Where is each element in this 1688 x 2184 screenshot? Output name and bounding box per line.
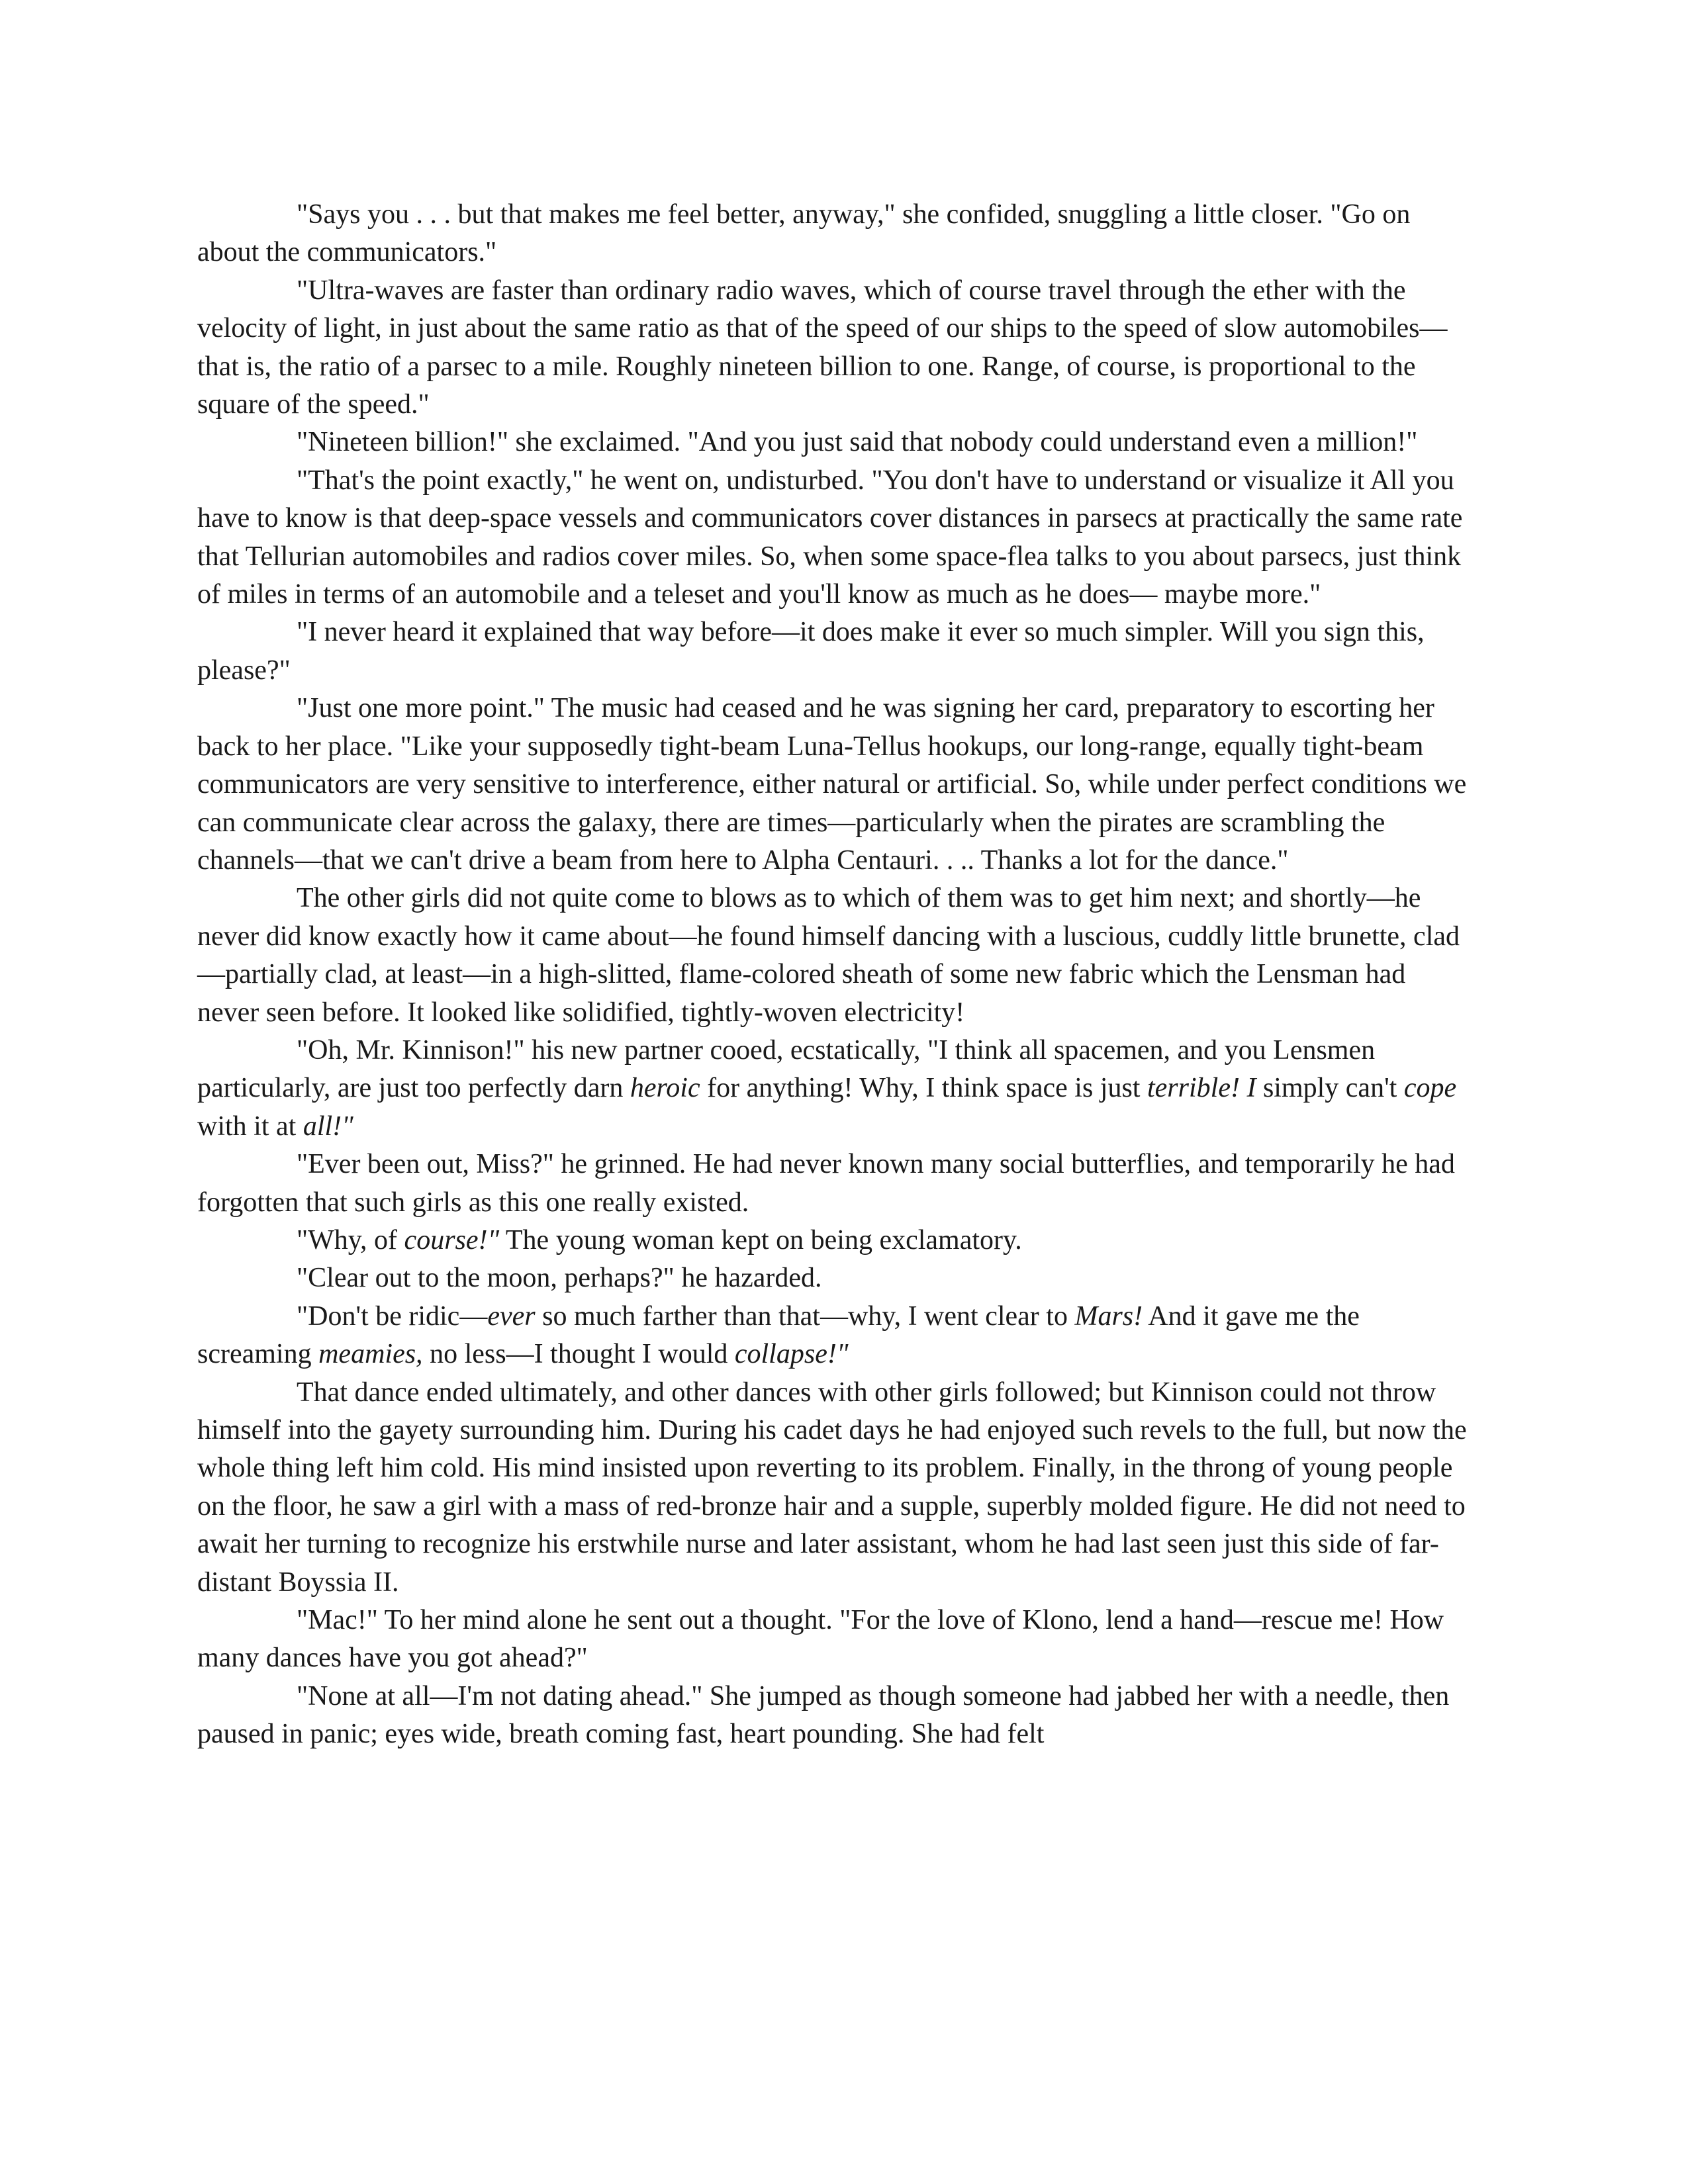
text-run: for anything! Why, I think space is just [700,1073,1147,1104]
text-run: That dance ended ultimately, and other dances with other girls followed; but Kinnison could not throw himself into the gayety surrounding him. During his cadet days he had enjoyed such revels to the full, but now the whole thing left him cold. His mind insisted upon reverting to its problem. Finally, in the throng of young people on the floor, he saw a girl with a mass of red-bronze hair and a supple, superbly molded figure. He did not need to await her turning to recognize his erstwhile nurse and later assistant, whom he had last seen just this side of far-distant Boyssia II. [197,1377,1467,1598]
text-run: "Nineteen billion!" she exclaimed. "And you just said that nobody could understand even a million!" [297,427,1418,458]
text-run: "Says you . . . but that makes me feel better, anyway," she confided, snuggling a little closer. "Go on about the communicators." [197,199,1411,268]
text-run: And it gave me the screaming [197,1300,1360,1370]
italic-text: ever [487,1300,536,1332]
text-run: with it at [197,1111,303,1142]
text-run: "Clear out to the moon, perhaps?" he hazarded. [297,1263,822,1294]
paragraph [197,1222,1468,1259]
italic-text: course!" [404,1224,500,1255]
italic-text: collapse!" [734,1339,849,1370]
text-run: "Don't be ridic— [297,1300,488,1332]
text-run: The other girls did not quite come to blows as to which of them was to get him next; and shortly—he never did know exactly how it came about—he found himself dancing with a luscious, cuddly little brunette, clad—partially clad, at least—in a high-slitted, flame-colored sheath of some new fabric which the Lensman had never seen before. It looked like solidified, tightly-woven electricity! [197,883,1460,1028]
paragraph [197,614,1468,690]
paragraph [197,272,1468,424]
text-run: "Ultra-waves are faster than ordinary radio waves, which of course travel through the ether with the velocity of light, in just about the same ratio as that of the speed of our ships to the speed of slow automobiles—that is, the ratio of a parsec to a mile. Roughly nineteen billion to one. Range, of course, is proportional to the square of the speed." [197,275,1448,420]
text-run: "None at all—I'm not dating ahead." She jumped as though someone had jabbed her with a needle, then paused in panic; eyes wide, breath coming fast, heart pounding. She had felt [197,1680,1450,1750]
text-run: "Why, of [297,1224,404,1255]
italic-text: terrible! I [1147,1073,1256,1104]
paragraph [197,1146,1468,1222]
paragraph [197,196,1468,272]
italic-text: cope [1403,1073,1457,1104]
paragraph [197,880,1468,1032]
paragraph [197,1602,1468,1678]
text-run: no less—I thought I would [422,1339,735,1370]
text-run: simply can't [1256,1073,1404,1104]
paragraph [197,462,1468,614]
italic-text: all!" [303,1111,353,1142]
italic-text: heroic [630,1073,700,1104]
body-text [197,196,1468,1754]
text-run: "Oh, Mr. Kinnison!" his new partner cooed, ecstatically, "I think all spacemen, and you Lensmen particularly, are just too perfectly darn [197,1034,1376,1104]
paragraph [197,1374,1468,1602]
paragraph [197,1678,1468,1754]
text-run: "I never heard it explained that way before—it does make it ever so much simpler. Will you sign this, please?" [197,617,1425,686]
text-run: "Mac!" To her mind alone he sent out a thought. "For the love of Klono, lend a hand—rescue me! How many dances have you got ahead?" [197,1605,1444,1674]
text-run: so much farther than that—why, I went clear to [535,1300,1075,1332]
paragraph [197,1032,1468,1146]
paragraph [197,1298,1468,1374]
paragraph [197,424,1468,461]
paragraph [197,690,1468,880]
text-run: "Just one more point." The music had ceased and he was signing her card, preparatory to escorting her back to her place. "Like your supposedly tight-beam Luna-Tellus hookups, our long-range, equally tight-beam communicators are very sensitive to interference, either natural or artificial. So, while under perfect conditions we can communicate clear across the galaxy, there are times—particularly when the pirates are scrambling the channels—that we can't drive a beam from here to Alpha Centauri. . .. Thanks a lot for the dance." [197,693,1467,876]
text-run: "That's the point exactly," he went on, undisturbed. "You don't have to understand or visualize it All you have to know is that deep-space vessels and communicators cover distances in parsecs at practically the same rate that Tellurian automobiles and radios cover miles. So, when some space-flea talks to you about parsecs, just think of miles in terms of an automobile and a teleset and you'll know as much as he does— maybe more." [197,465,1463,610]
text-run: The young woman kept on being exclamatory. [499,1224,1022,1255]
paragraph [197,1259,1468,1297]
italic-text: meamies, [318,1339,423,1370]
text-run: "Ever been out, Miss?" he grinned. He had never known many social butterflies, and temporarily he had forgotten that such girls as this one really existed. [197,1149,1455,1218]
italic-text: Mars! [1074,1300,1143,1332]
